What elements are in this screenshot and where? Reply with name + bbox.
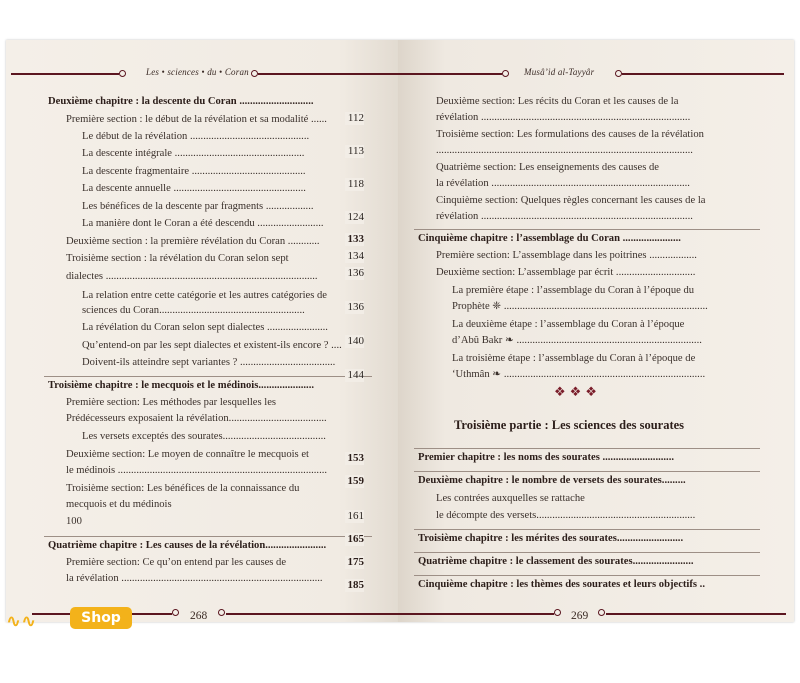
toc-section-entry [436, 195, 734, 207]
toc-separator [414, 471, 760, 472]
toc-entry-text: mecquois et du médinois [66, 499, 172, 510]
toc-section-entry [82, 340, 346, 352]
ornament-icon [502, 70, 509, 77]
toc-entry-text: d’Abû Bakr ❧ ...................................................................... [452, 335, 702, 346]
toc-section-entry [82, 201, 346, 213]
toc-entry-text: dialectes ................................................................................ [66, 271, 318, 282]
toc-entry-text: révélation ............................................................................... [436, 112, 691, 123]
toc-entry-text: sciences du Coran....................................................... [82, 305, 305, 316]
toc-entry-text: Deuxième section: Les récits du Coran et les causes de la [436, 96, 679, 107]
toc-page-number: 124 [345, 211, 365, 224]
toc-chapter-entry [418, 475, 734, 487]
toc-section-entry [66, 483, 346, 495]
toc-page-number: 153 [345, 452, 365, 465]
toc-entry-text: Troisième section : la révélation du Coran selon sept [66, 253, 289, 264]
toc-chapter-entry [418, 233, 734, 245]
toc-section-entry [66, 557, 346, 569]
toc-separator [44, 376, 372, 377]
toc-section-entry [436, 129, 734, 141]
right-page [347, 40, 794, 622]
toc-section-entry [82, 218, 346, 230]
toc-section-entry [82, 148, 346, 160]
toc-entry-text: 100 [66, 516, 82, 527]
toc-section-entry [436, 112, 734, 124]
toc-entry-text: La relation entre cette catégorie et les autres catégories de [82, 290, 327, 301]
toc-page-number: 134 [345, 250, 365, 263]
toc-page-number: 136 [345, 301, 365, 314]
toc-section-entry [66, 449, 346, 461]
header-rule [622, 73, 784, 75]
toc-section-entry [66, 114, 346, 126]
right-page-number: 269 [571, 610, 589, 622]
toc-section-entry [436, 510, 734, 522]
toc-entry-text: Troisième chapitre : les mérites des sourates......................... [418, 533, 684, 544]
toc-entry-text: La révélation du Coran selon sept dialectes ....................... [82, 322, 328, 333]
toc-section-entry [436, 250, 734, 262]
shop-logo: Shop [70, 607, 132, 629]
toc-separator [414, 575, 760, 576]
toc-entry-text: Première section: Ce qu’on entend par les causes de [66, 557, 287, 568]
toc-entry-text: Première section: L’assemblage dans les poitrines .................. [436, 250, 697, 261]
toc-entry-text: Prophète ❈ ............................................................................. [452, 301, 708, 312]
toc-entry-text: Deuxième section: L’assemblage par écrit .............................. [436, 267, 696, 278]
toc-section-entry [452, 301, 734, 313]
toc-chapter-entry [418, 556, 734, 568]
toc-entry-text: Première section: Les méthodes par lesquelles les [66, 397, 277, 408]
toc-separator [414, 229, 760, 230]
toc-entry-text: La première étape : l’assemblage du Coran à l’époque du [452, 285, 695, 296]
toc-section-entry [436, 162, 734, 174]
toc-entry-text: ‘Uthmân ❧ ............................................................................ [452, 369, 706, 380]
toc-section-entry [452, 353, 734, 365]
toc-separator [414, 448, 760, 449]
toc-entry-text: ................................................................................................. [436, 145, 693, 156]
toc-section-entry [66, 573, 346, 585]
footer-rule [398, 613, 554, 615]
toc-separator [414, 552, 760, 553]
part-title: Troisième partie : Les sciences des sourates [454, 418, 685, 432]
toc-entry-text: Qu’entend-on par les sept dialectes et existent-ils encore ? .... [82, 340, 342, 351]
toc-entry-text: Troisième section: Les bénéfices de la connaissance du [66, 483, 300, 494]
toc-entry-text: La troisième étape : l’assemblage du Coran à l’époque de [452, 353, 696, 364]
toc-page-number: 165 [345, 533, 365, 546]
toc-entry-text: Troisième chapitre : le mecquois et le médinois..................... [48, 380, 314, 391]
toc-section-entry [66, 397, 346, 409]
header-rule [258, 73, 398, 75]
toc-entry-text: Deuxième section: Le moyen de connaître le mecquois et [66, 449, 309, 460]
toc-chapter-entry [418, 579, 734, 591]
toc-section-entry [66, 253, 346, 265]
ornament-icon [554, 609, 561, 616]
toc-entry-text: Les bénéfices de la descente par fragments .................. [82, 201, 314, 212]
toc-separator [414, 529, 760, 530]
toc-section-entry [82, 322, 346, 334]
toc-section-entry [452, 319, 734, 331]
header-rule [398, 73, 502, 75]
toc-page-number: 159 [345, 475, 365, 488]
toc-entry-text: la révélation ............................................................................ [66, 573, 323, 584]
toc-section-entry [436, 211, 734, 223]
toc-entry-text: Doivent-ils atteindre sept variantes ? .................................... [82, 357, 336, 368]
right-header-title: Musâ’id al-Tayyâr [524, 67, 595, 77]
left-header-title: Les • sciences • du • Coran [146, 67, 249, 77]
toc-entry-text: Cinquième chapitre : l’assemblage du Coran ...................... [418, 233, 681, 244]
toc-section-entry [66, 413, 346, 425]
toc-chapter-entry [418, 533, 734, 545]
toc-entry-text: le médinois ............................................................................... [66, 465, 328, 476]
toc-page-number: 144 [345, 369, 365, 382]
toc-section-entry [82, 131, 346, 143]
toc-section-entry [436, 145, 734, 157]
toc-page-number: 175 [345, 556, 365, 569]
toc-entry-text: La descente fragmentaire ........................................... [82, 166, 306, 177]
toc-entry-text: Quatrième chapitre : Les causes de la révélation....................... [48, 540, 327, 551]
toc-section-entry [82, 431, 346, 443]
toc-page-number: 133 [345, 233, 365, 246]
toc-entry-text: Les contrées auxquelles se rattache [436, 493, 585, 504]
toc-section-entry [452, 335, 734, 347]
toc-entry-text: Prédécesseurs exposaient la révélation..................................... [66, 413, 327, 424]
toc-entry-text: Quatrième section: Les enseignements des causes de [436, 162, 659, 173]
ornament-icon [172, 609, 179, 616]
toc-page-number: 113 [345, 145, 364, 158]
toc-page-number: 118 [345, 178, 364, 191]
toc-entry-text: le décompte des versets............................................................ [436, 510, 696, 521]
toc-entry-text: Cinquième chapitre : les thèmes des sourates et leurs objectifs .. [418, 579, 705, 590]
toc-section-entry [66, 516, 346, 528]
toc-entry-text: Deuxième chapitre : la descente du Coran ............................ [48, 96, 314, 107]
toc-entry-text: Premier chapitre : les noms des sourates ........................... [418, 452, 674, 463]
toc-entry-text: la révélation ........................................................................... [436, 178, 690, 189]
toc-page-number: 185 [345, 579, 365, 592]
toc-entry-text: Première section : le début de la révélation et sa modalité ...... [66, 114, 327, 125]
toc-chapter-entry [48, 380, 346, 392]
toc-section-entry [436, 96, 734, 108]
toc-section-entry [82, 166, 346, 178]
ornament-icon [218, 609, 225, 616]
left-page [6, 40, 398, 622]
footer-rule [606, 613, 786, 615]
toc-entry-text: révélation ................................................................................ [436, 211, 693, 222]
toc-entry-text: La descente annuelle .................................................. [82, 183, 306, 194]
toc-page-number: 136 [345, 267, 365, 280]
toc-section-entry [436, 178, 734, 190]
toc-page-number: 112 [345, 112, 364, 125]
toc-section-entry [436, 267, 734, 279]
toc-section-entry [66, 499, 346, 511]
ornament-icon [598, 609, 605, 616]
toc-separator [44, 536, 372, 537]
toc-entry-text: Deuxième chapitre : le nombre de versets des sourates......... [418, 475, 686, 486]
header-rule [11, 73, 119, 75]
flower-ornament-icon: ❖❖❖ [554, 384, 601, 399]
toc-section-entry [82, 305, 346, 317]
toc-section-entry [452, 285, 734, 297]
toc-section-entry [436, 493, 734, 505]
toc-section-entry [82, 357, 346, 369]
toc-page-number: 140 [345, 335, 365, 348]
toc-section-entry [82, 183, 346, 195]
left-page-number: 268 [190, 610, 208, 622]
toc-section-entry [66, 236, 346, 248]
toc-entry-text: Quatrième chapitre : le classement des sourates....................... [418, 556, 694, 567]
toc-entry-text: Le début de la révélation ............................................. [82, 131, 310, 142]
toc-section-entry [66, 465, 346, 477]
book-spread [6, 40, 794, 622]
ornament-icon [615, 70, 622, 77]
toc-section-entry [452, 369, 734, 381]
toc-chapter-entry [48, 540, 346, 552]
toc-chapter-entry [418, 452, 734, 464]
ornament-icon [251, 70, 258, 77]
ornament-icon [119, 70, 126, 77]
toc-entry-text: La manière dont le Coran a été descendu ......................... [82, 218, 324, 229]
toc-page-number: 161 [345, 510, 365, 523]
toc-entry-text: Cinquième section: Quelques règles concernant les causes de la [436, 195, 706, 206]
toc-entry-text: Troisième section: Les formulations des causes de la révélation [436, 129, 704, 140]
footer-rule [226, 613, 398, 615]
toc-section-entry [82, 290, 346, 302]
toc-entry-text: Les versets exceptés des sourates....................................... [82, 431, 326, 442]
swoosh-logo-icon: ∿∿ [6, 611, 37, 632]
toc-section-entry [66, 271, 346, 283]
toc-entry-text: Deuxième section : la première révélation du Coran ............ [66, 236, 320, 247]
toc-entry-text: La descente intégrale ................................................. [82, 148, 305, 159]
toc-chapter-entry [48, 96, 346, 108]
toc-entry-text: La deuxième étape : l’assemblage du Coran à l’époque [452, 319, 685, 330]
